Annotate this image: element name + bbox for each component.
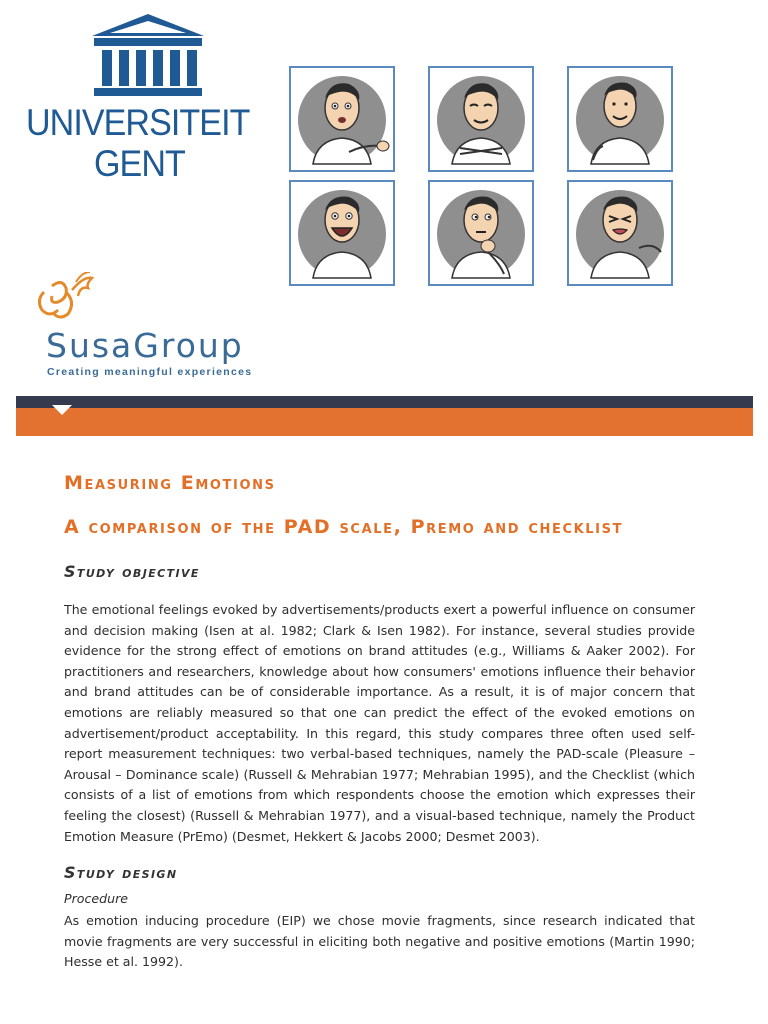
face-smiling-tile (567, 66, 673, 172)
procedure-label: Procedure (64, 891, 129, 906)
face-laughing-icon (291, 182, 393, 284)
university-name-line1: UNIVERSITEIT (26, 102, 250, 143)
banner-notch (52, 405, 72, 415)
university-logo (26, 12, 276, 182)
face-content-tile (428, 66, 534, 172)
design-heading: Study design (64, 863, 178, 882)
face-talking-tile (289, 66, 395, 172)
susagroup-logo (32, 272, 292, 382)
university-name-line2: GENT (94, 143, 185, 184)
face-content-icon (430, 68, 532, 170)
face-wincing-tile (567, 180, 673, 286)
face-smiling-icon (569, 68, 671, 170)
objective-heading: Study objective (64, 562, 200, 581)
face-thinking-tile (428, 180, 534, 286)
document-subtitle: A comparison of the PAD scale, Premo and checklist (64, 516, 624, 538)
banner-orange-stripe (16, 408, 753, 436)
face-laughing-tile (289, 180, 395, 286)
objective-paragraph: The emotional feelings evoked by advertisements/products exert a powerful influence on consumer and decision making (Isen at al. 1982; Clark & Isen 1982). For instance, several studies provide evidence for the strong effect of emotions on brand attitudes (e.g., Williams & Aaker 2002). For practitioners and researchers, knowledge about how consumers' emotions influence their behavior and brand attitudes can be of considerable importance. As a result, it is of major concern that emotions are reliably measured so that one can predict the effect of the evoked emotions on advertisement/product acceptability. In this regard, this study compares three often used self-report measurement techniques: two verbal-based techniques, namely the PAD-scale (Pleasure –Arousal – Dominance scale) (Russell & Mehrabian 1977; Mehrabian 1995), and the Checklist (which consists of a list of emotions from which respondents choose the emotion which expresses their feeling the closest) (Russell & Mehrabian 1977), and a visual-based technique, namely the Product Emotion Measure (PrEmo) (Desmet, Hekkert & Jacobs 2000; Desmet 2003). (64, 602, 695, 844)
susagroup-emblem-icon (32, 272, 102, 328)
procedure-paragraph: As emotion inducing procedure (EIP) we chose movie fragments, since research indicated that movie fragments are very successful in eliciting both negative and positive emotions (Martin 1990; Hesse et al. 1992). (64, 913, 695, 970)
susagroup-tagline: Creating meaningful experiences (47, 366, 253, 378)
university-building-icon (88, 12, 208, 98)
face-thinking-icon (430, 182, 532, 284)
face-talking-icon (291, 68, 393, 170)
susagroup-name: SusaGroup (46, 326, 244, 365)
face-wincing-icon (569, 182, 671, 284)
banner-dark-stripe (16, 396, 753, 408)
document-title: Measuring Emotions (64, 472, 276, 494)
